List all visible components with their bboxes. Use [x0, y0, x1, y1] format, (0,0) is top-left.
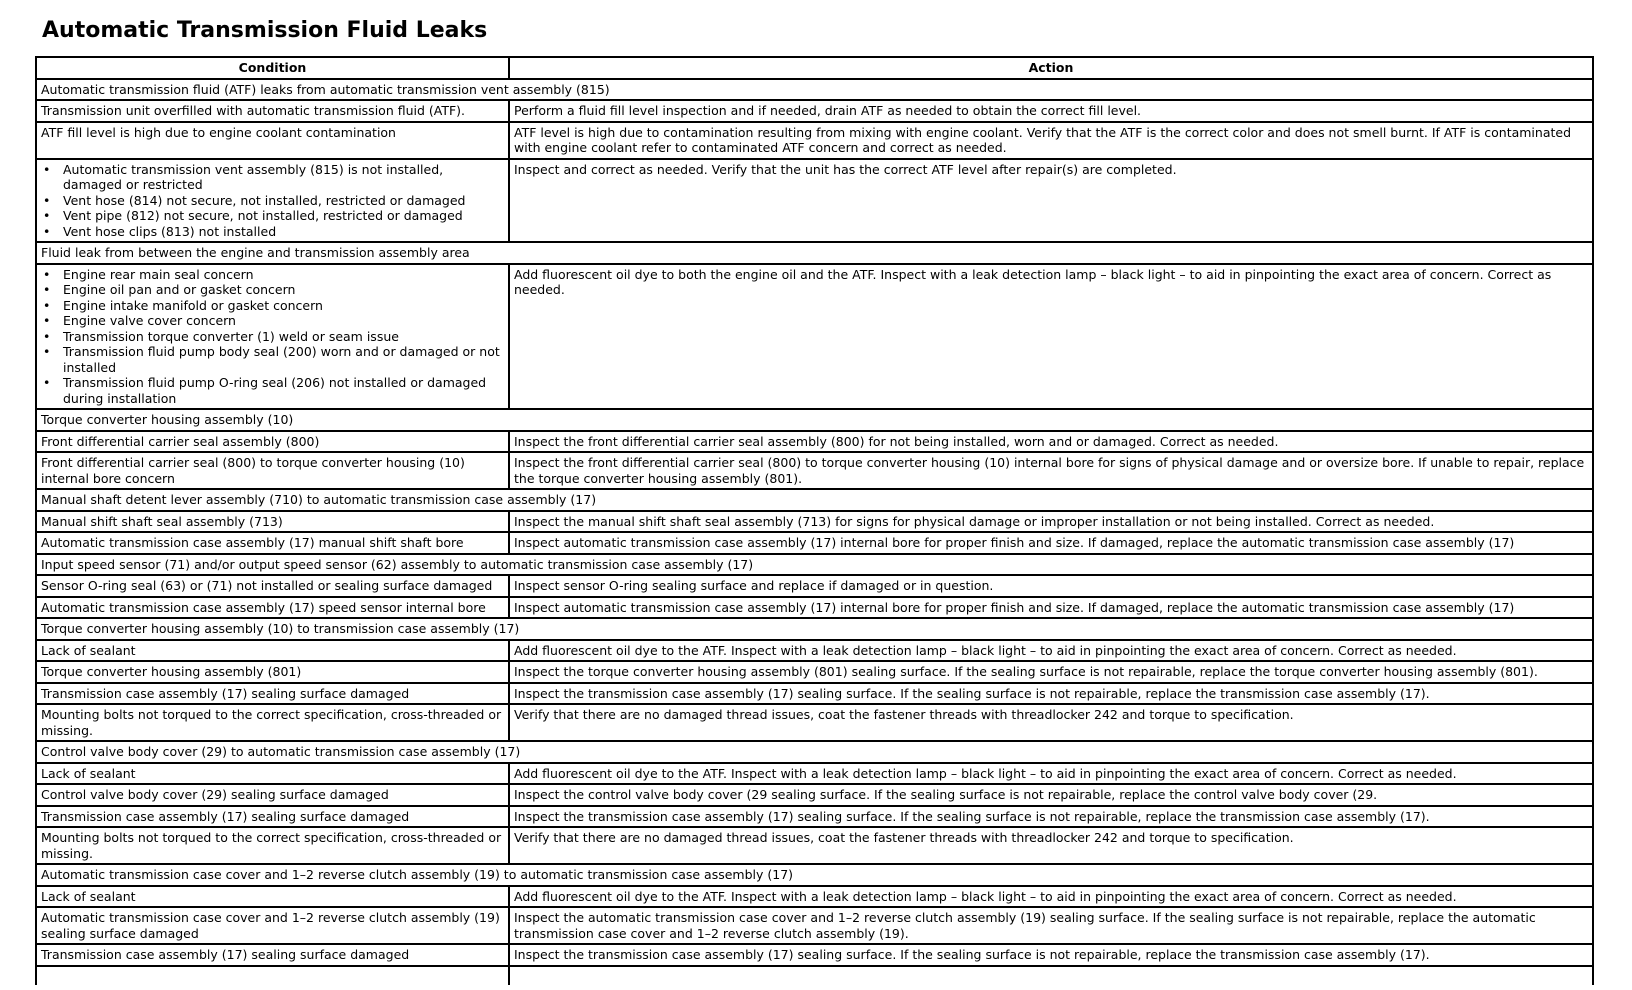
- condition-list-item: • Engine oil pan and or gasket concern: [41, 282, 504, 298]
- table-row: [36, 661, 1593, 683]
- condition-header: Condition: [36, 57, 509, 79]
- fluid-leaks-table: [35, 56, 1594, 985]
- table-row: [36, 944, 1593, 966]
- action-cell: Inspect automatic transmission case assembly (17) internal bore for proper finish and size. If damaged, replace the automatic transmission case assembly (17): [509, 597, 1593, 619]
- table-row: [36, 704, 1593, 741]
- section-heading: Manual shaft detent lever assembly (710) to automatic transmission case assembly (17): [36, 489, 1593, 511]
- condition-cell: Lack of sealant: [36, 763, 509, 785]
- section-row: [36, 489, 1593, 511]
- table-row: [36, 452, 1593, 489]
- condition-cell: ATF fill level is high due to engine coolant contamination: [36, 122, 509, 159]
- condition-list-item: • Transmission fluid pump body seal (200) worn and or damaged or not installed: [41, 344, 504, 375]
- condition-cell: Manual shift shaft seal assembly (713): [36, 511, 509, 533]
- table-row: [36, 886, 1593, 908]
- condition-cell: Lack of sealant: [36, 640, 509, 662]
- section-row: [36, 618, 1593, 640]
- table-row: [36, 806, 1593, 828]
- action-cell: Add fluorescent oil dye to the ATF. Inspect with a leak detection lamp – black light – to aid in pinpointing the exact area of concern. Correct as needed.: [509, 640, 1593, 662]
- table-row: [36, 532, 1593, 554]
- table-row: [36, 511, 1593, 533]
- action-cell: Inspect the automatic transmission case cover and 1–2 reverse clutch assembly (19) sealing surface. If the sealing surface is not repairable, replace the automatic transmission case cover and 1–2 reverse clutch assembly (19).: [509, 907, 1593, 944]
- table-row: [36, 431, 1593, 453]
- action-cell: Verify that there are no damaged thread issues, coat the fastener threads with threadlocker 242 and torque to specification.: [509, 704, 1593, 741]
- condition-cell: Front differential carrier seal assembly (800): [36, 431, 509, 453]
- condition-list-item: • Engine intake manifold or gasket concern: [41, 298, 504, 314]
- action-header: Action: [509, 57, 1593, 79]
- table-row: [36, 907, 1593, 944]
- condition-cell: Control valve body cover (29) sealing surface damaged: [36, 784, 509, 806]
- condition-cell: Sensor O-ring seal (63) or (71) not installed or sealing surface damaged: [36, 575, 509, 597]
- condition-cell: Lack of sealant: [36, 886, 509, 908]
- action-cell: ATF level is high due to contamination resulting from mixing with engine coolant. Verify that the ATF is the correct color and does not smell burnt. If ATF is contaminated with engine coolant refer to contaminated ATF concern and correct as needed.: [509, 122, 1593, 159]
- condition-cell: Automatic transmission case cover and 1–2 reverse clutch assembly (19) sealing surface damaged: [36, 907, 509, 944]
- action-cell: Verify that there are no damaged thread issues, coat the fastener threads with threadlocker 242 and torque to specification.: [509, 827, 1593, 864]
- truncated-row: [36, 966, 1593, 985]
- table-row: [36, 159, 1593, 243]
- condition-cell: Mounting bolts not torqued to the correct specification, cross-threaded or missing.: [36, 704, 509, 741]
- page-title: Automatic Transmission Fluid Leaks: [42, 18, 488, 43]
- condition-cell: Transmission case assembly (17) sealing surface damaged: [36, 944, 509, 966]
- action-cell: Add fluorescent oil dye to both the engine oil and the ATF. Inspect with a leak detection lamp – black light – to aid in pinpointing the exact area of concern. Correct as needed.: [509, 264, 1593, 410]
- action-cell: Inspect the transmission case assembly (17) sealing surface. If the sealing surface is not repairable, replace the transmission case assembly (17).: [509, 806, 1593, 828]
- condition-list-item: • Transmission fluid pump O-ring seal (206) not installed or damaged during installation: [41, 375, 504, 406]
- condition-cell: [36, 264, 509, 410]
- truncated-condition-cell: [36, 966, 509, 985]
- section-heading: Input speed sensor (71) and/or output speed sensor (62) assembly to automatic transmission case assembly (17): [36, 554, 1593, 576]
- action-cell: Inspect the torque converter housing assembly (801) sealing surface. If the sealing surface is not repairable, replace the torque converter housing assembly (801).: [509, 661, 1593, 683]
- action-cell: Inspect the control valve body cover (29 sealing surface. If the sealing surface is not repairable, replace the control valve body cover (29.: [509, 784, 1593, 806]
- table-row: [36, 827, 1593, 864]
- section-heading: Torque converter housing assembly (10): [36, 409, 1593, 431]
- action-cell: Inspect sensor O-ring sealing surface and replace if damaged or in question.: [509, 575, 1593, 597]
- section-heading: Automatic transmission fluid (ATF) leaks from automatic transmission vent assembly (815): [36, 79, 1593, 101]
- condition-list-item: • Vent pipe (812) not secure, not installed, restricted or damaged: [41, 208, 504, 224]
- action-cell: Inspect the front differential carrier seal (800) to torque converter housing (10) internal bore for signs of physical damage and or oversize bore. If unable to repair, replace the torque converter housing assembly (801).: [509, 452, 1593, 489]
- section-row: [36, 741, 1593, 763]
- section-row: [36, 242, 1593, 264]
- action-cell: Add fluorescent oil dye to the ATF. Inspect with a leak detection lamp – black light – to aid in pinpointing the exact area of concern. Correct as needed.: [509, 763, 1593, 785]
- table-row: [36, 575, 1593, 597]
- condition-cell: Front differential carrier seal (800) to torque converter housing (10) internal bore concern: [36, 452, 509, 489]
- section-heading: Control valve body cover (29) to automatic transmission case assembly (17): [36, 741, 1593, 763]
- condition-cell: Automatic transmission case assembly (17) speed sensor internal bore: [36, 597, 509, 619]
- condition-list-item: • Transmission torque converter (1) weld or seam issue: [41, 329, 504, 345]
- table-body: [36, 79, 1593, 985]
- condition-list-item: • Automatic transmission vent assembly (815) is not installed, damaged or restricted: [41, 162, 504, 193]
- condition-cell: Automatic transmission case assembly (17) manual shift shaft bore: [36, 532, 509, 554]
- action-cell: Perform a fluid fill level inspection and if needed, drain ATF as needed to obtain the correct fill level.: [509, 100, 1593, 122]
- section-heading: Torque converter housing assembly (10) to transmission case assembly (17): [36, 618, 1593, 640]
- table-row: [36, 122, 1593, 159]
- table-row: [36, 597, 1593, 619]
- action-cell: Inspect the transmission case assembly (17) sealing surface. If the sealing surface is not repairable, replace the transmission case assembly (17).: [509, 944, 1593, 966]
- table-header-row: [36, 57, 1593, 79]
- action-cell: Inspect the manual shift shaft seal assembly (713) for signs for physical damage or improper installation or not being installed. Correct as needed.: [509, 511, 1593, 533]
- condition-list-item: • Engine valve cover concern: [41, 313, 504, 329]
- action-cell: Inspect the front differential carrier seal assembly (800) for not being installed, worn and or damaged. Correct as needed.: [509, 431, 1593, 453]
- table-row: [36, 640, 1593, 662]
- condition-cell: Mounting bolts not torqued to the correct specification, cross-threaded or missing.: [36, 827, 509, 864]
- condition-list: [41, 267, 504, 407]
- condition-cell: Transmission case assembly (17) sealing surface damaged: [36, 806, 509, 828]
- condition-list-item: • Engine rear main seal concern: [41, 267, 504, 283]
- section-row: [36, 554, 1593, 576]
- condition-cell: [36, 159, 509, 243]
- table-row: [36, 683, 1593, 705]
- section-row: [36, 409, 1593, 431]
- section-row: [36, 864, 1593, 886]
- truncated-action-cell: [509, 966, 1593, 985]
- section-heading: Fluid leak from between the engine and transmission assembly area: [36, 242, 1593, 264]
- condition-cell: Torque converter housing assembly (801): [36, 661, 509, 683]
- action-cell: Inspect automatic transmission case assembly (17) internal bore for proper finish and size. If damaged, replace the automatic transmission case assembly (17): [509, 532, 1593, 554]
- condition-list-item: • Vent hose (814) not secure, not installed, restricted or damaged: [41, 193, 504, 209]
- condition-cell: Transmission unit overfilled with automatic transmission fluid (ATF).: [36, 100, 509, 122]
- action-cell: Inspect and correct as needed. Verify that the unit has the correct ATF level after repair(s) are completed.: [509, 159, 1593, 243]
- table-row: [36, 763, 1593, 785]
- condition-cell: Transmission case assembly (17) sealing surface damaged: [36, 683, 509, 705]
- table-row: [36, 784, 1593, 806]
- action-cell: Add fluorescent oil dye to the ATF. Inspect with a leak detection lamp – black light – to aid in pinpointing the exact area of concern. Correct as needed.: [509, 886, 1593, 908]
- condition-list: [41, 162, 504, 240]
- section-heading: Automatic transmission case cover and 1–2 reverse clutch assembly (19) to automatic transmission case assembly (17): [36, 864, 1593, 886]
- table-row: [36, 264, 1593, 410]
- action-cell: Inspect the transmission case assembly (17) sealing surface. If the sealing surface is not repairable, replace the transmission case assembly (17).: [509, 683, 1593, 705]
- condition-list-item: • Vent hose clips (813) not installed: [41, 224, 504, 240]
- section-row: [36, 79, 1593, 101]
- table-row: [36, 100, 1593, 122]
